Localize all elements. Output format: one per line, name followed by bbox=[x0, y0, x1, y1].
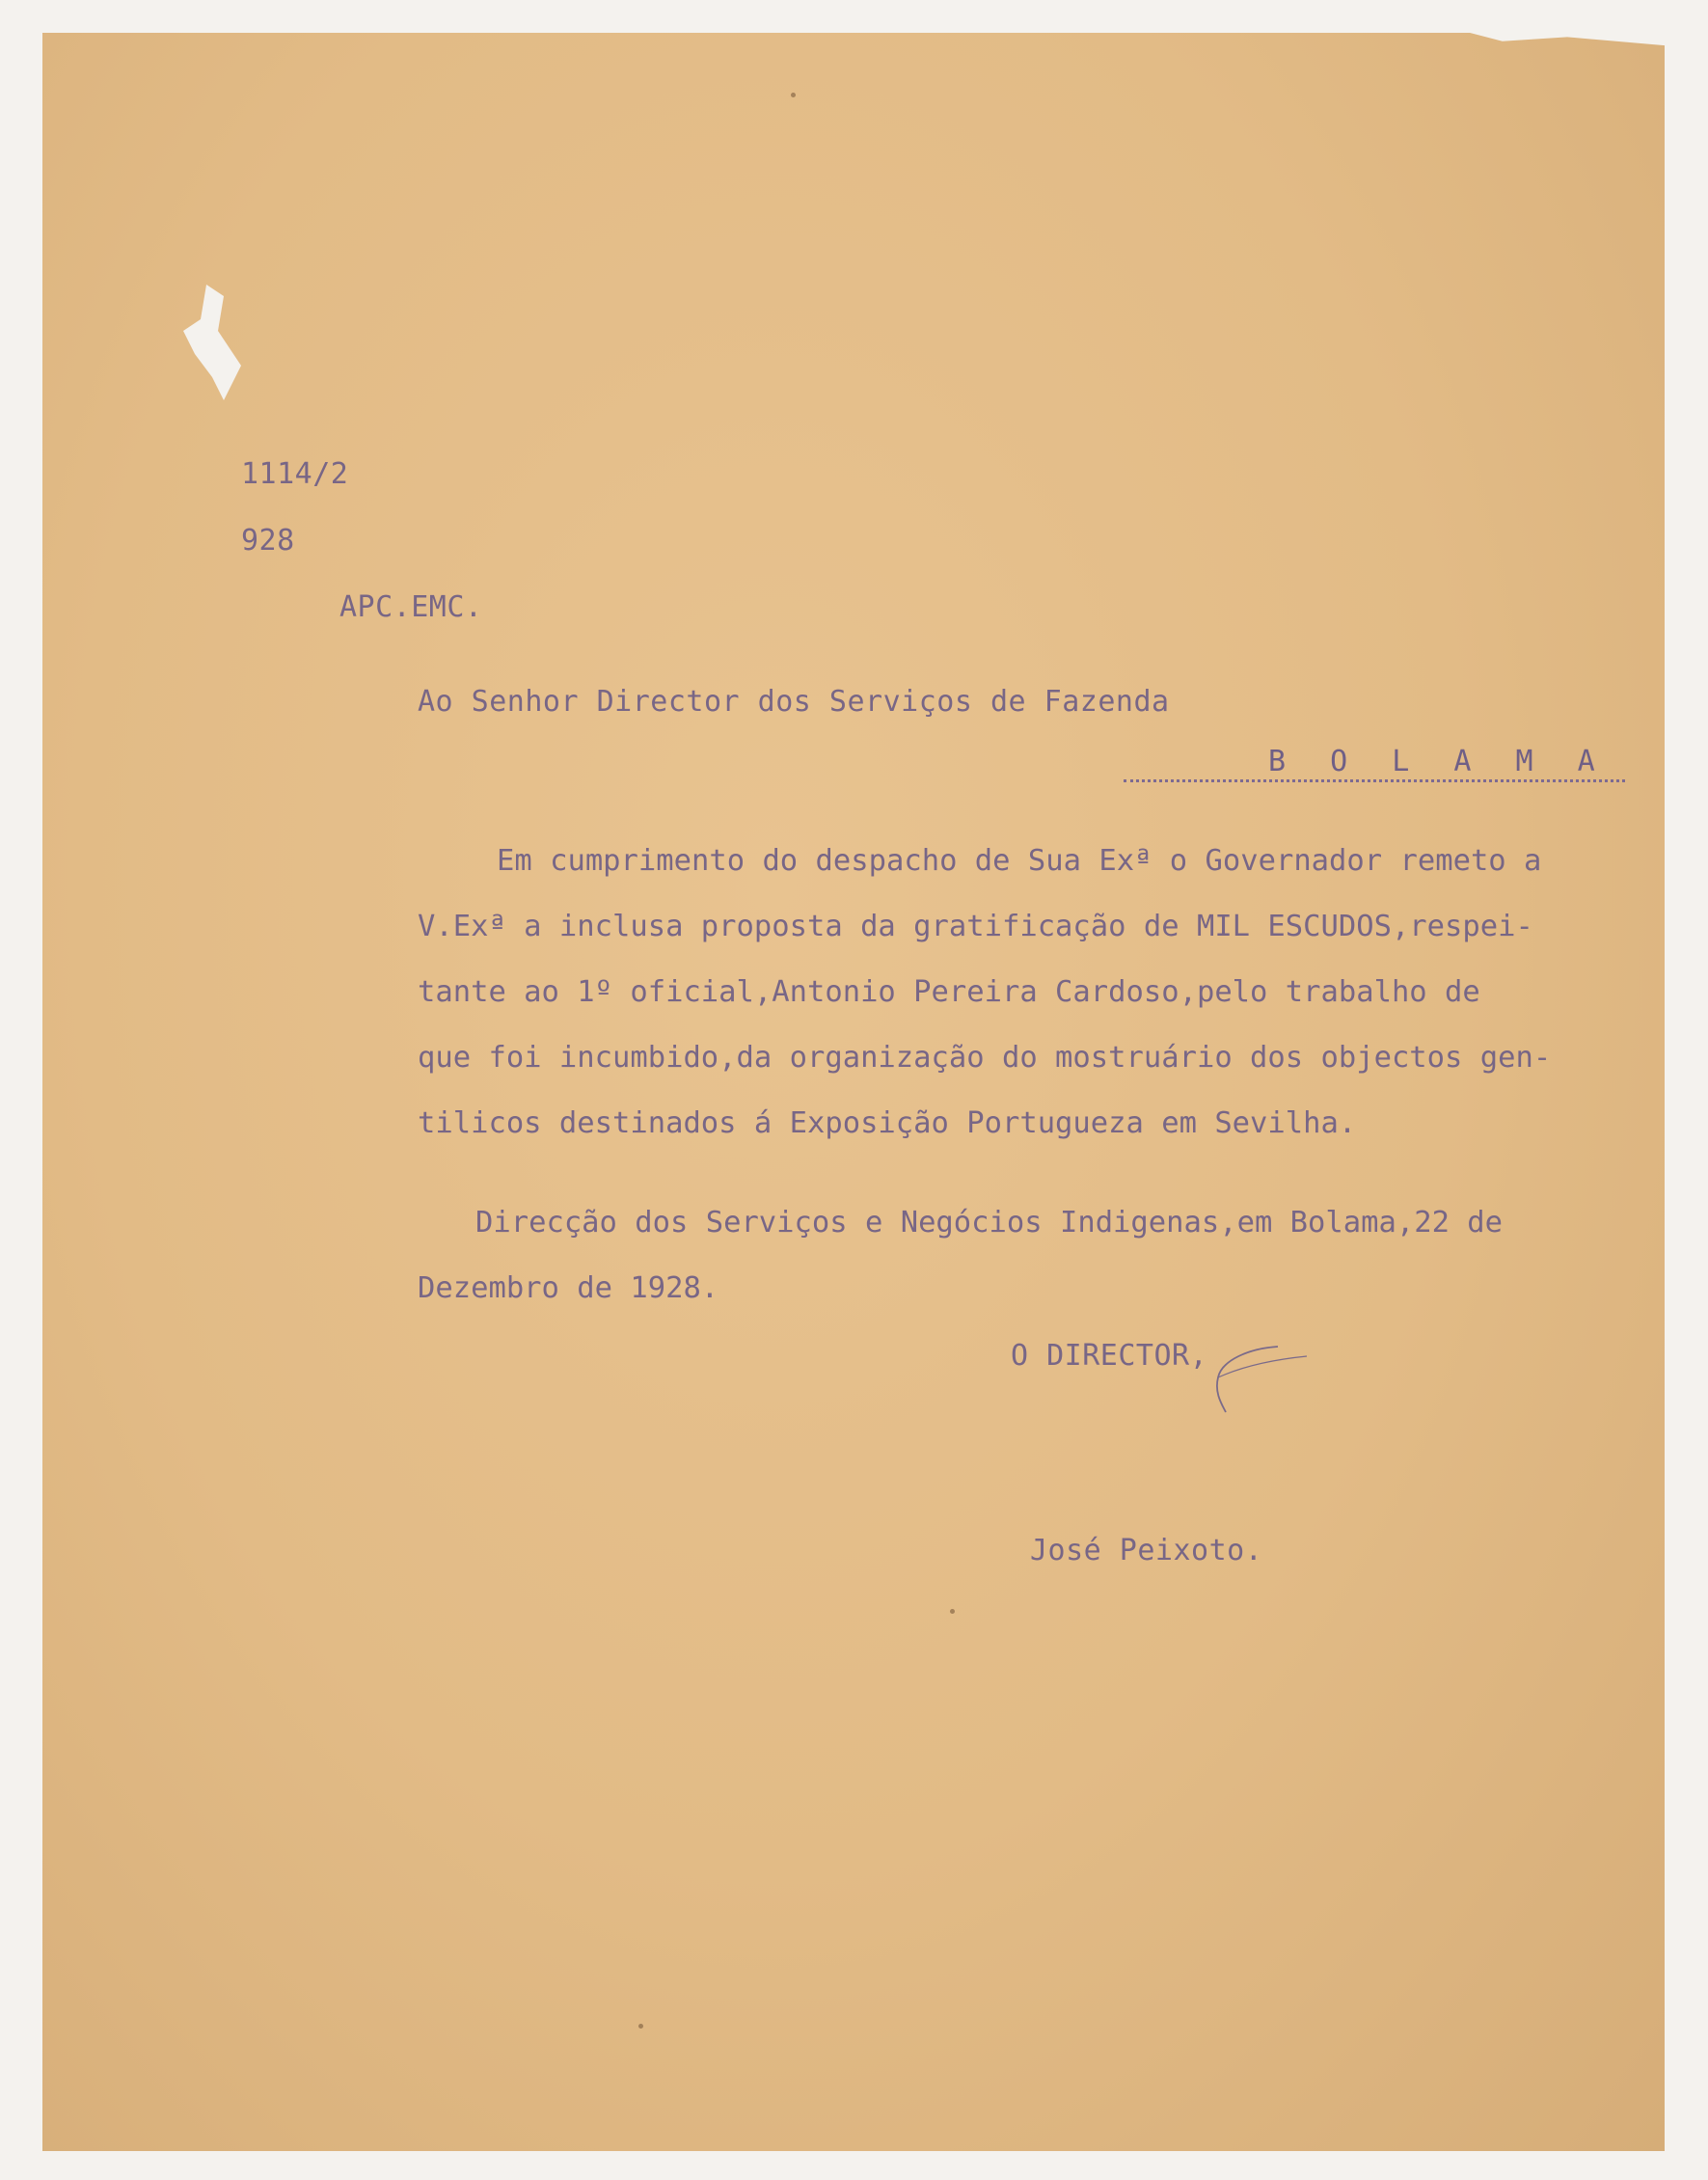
body-line: que foi incumbido,da organização do mostruário dos objectos gen- bbox=[418, 1041, 1552, 1075]
closing-line: Dezembro de 1928. bbox=[418, 1271, 719, 1305]
reference-number: 1114/2 bbox=[241, 457, 349, 491]
city-underline bbox=[1124, 779, 1625, 782]
letter-page bbox=[42, 33, 1665, 2151]
signature-mark bbox=[1210, 1339, 1316, 1416]
body-line: tilicos destinados á Exposição Portugueza em Sevilha. bbox=[418, 1106, 1357, 1140]
signatory-name: José Peixoto. bbox=[1030, 1534, 1263, 1567]
typist-initials: APC.EMC. bbox=[339, 590, 483, 624]
closing-line: Direcção dos Serviços e Negócios Indigenas,em Bolama,22 de bbox=[475, 1206, 1504, 1240]
paper-speck bbox=[638, 2024, 643, 2029]
city-heading: B O L A M A bbox=[1268, 745, 1609, 778]
body-line: Em cumprimento do despacho de Sua Exª o Governador remeto a bbox=[497, 844, 1542, 878]
body-line: tante ao 1º oficial,Antonio Pereira Cardoso,pelo trabalho de bbox=[418, 975, 1480, 1009]
addressee-line: Ao Senhor Director dos Serviços de Fazenda bbox=[418, 685, 1170, 719]
body-line: V.Exª a inclusa proposta da gratificação de MIL ESCUDOS,respei- bbox=[418, 910, 1533, 943]
reference-year: 928 bbox=[241, 524, 295, 558]
signatory-title: O DIRECTOR, bbox=[1011, 1339, 1208, 1373]
paper-speck bbox=[791, 93, 796, 97]
paper-speck bbox=[950, 1609, 955, 1614]
